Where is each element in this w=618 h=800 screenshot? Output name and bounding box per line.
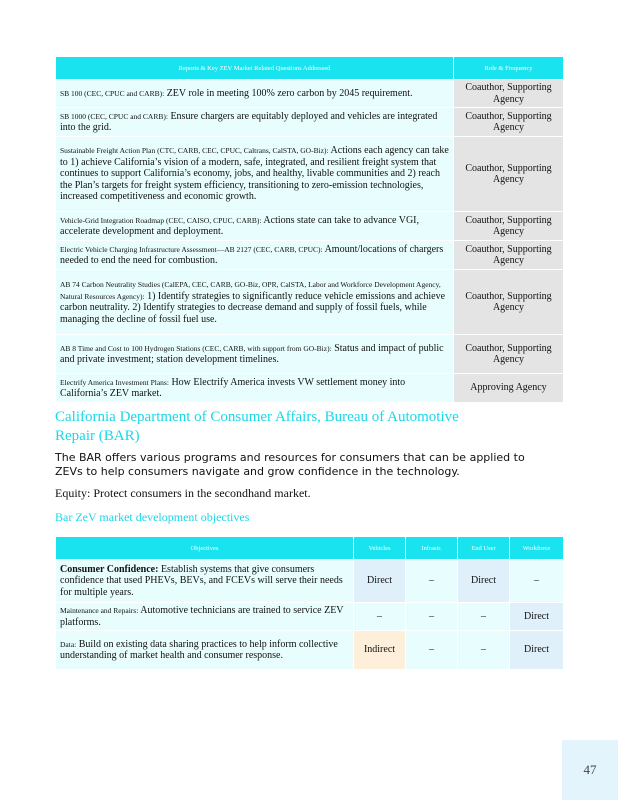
role-cell: Coauthor, Supporting Agency bbox=[454, 335, 564, 374]
report-cell bbox=[56, 241, 454, 270]
report-source: Electrify America Investment Plans: bbox=[60, 377, 169, 387]
end-user-cell: – bbox=[458, 631, 510, 670]
table-row bbox=[56, 603, 564, 631]
report-cell bbox=[56, 335, 454, 374]
page-number-box bbox=[562, 740, 618, 800]
objective-cell bbox=[56, 603, 354, 631]
table-row bbox=[56, 374, 564, 403]
objective-cell bbox=[56, 631, 354, 670]
role-column-header: Role & Frequency bbox=[454, 57, 564, 80]
objectives-column-header: Objectives bbox=[56, 537, 354, 560]
reports-column-header: Reports & Key ZEV Market Related Questions Addressed bbox=[56, 57, 454, 80]
objective-label: Maintenance and Repairs: bbox=[60, 606, 139, 615]
objective-label: Consumer Confidence: bbox=[60, 563, 159, 575]
report-source: AB 74 Carbon Neutrality Studies (CalEPA, CEC, CARB, GO-Biz, OPR, CalSTA, Labor and Workforce Development Agency, Natural Resources Agency): bbox=[60, 280, 441, 301]
report-text: Actions state can take to advance VGI, accelerate development and deployment. bbox=[60, 214, 419, 237]
table-row bbox=[56, 270, 564, 335]
role-cell: Coauthor, Supporting Agency bbox=[454, 270, 564, 335]
report-cell bbox=[56, 137, 454, 212]
report-source: SB 100 (CEC, CPUC and CARB): bbox=[60, 88, 165, 98]
objectives-subheading: Bar ZeV market development objectives bbox=[55, 510, 250, 524]
table-row bbox=[56, 241, 564, 270]
section-title: California Department of Consumer Affairs, Bureau of Automotive Repair (BAR) bbox=[55, 409, 459, 444]
infrastructure-column-header: Infrastr. bbox=[406, 537, 458, 560]
report-text: Actions each agency can take to 1) achieve California’s vision of a modern, safe, integrated, and resilient freight system that continues to support California’s economy, jobs, and healthy, livable communities and 2) reach the Plan’s targets for freight system efficiency, transitioning to zero-emission technologies, increased competitiveness and economic growth. bbox=[60, 145, 449, 203]
workforce-cell: – bbox=[510, 560, 564, 603]
report-source: Vehicle-Grid Integration Roadmap (CEC, CAISO, CPUC, CARB): bbox=[60, 215, 262, 225]
vehicles-cell: – bbox=[354, 603, 406, 631]
report-cell bbox=[56, 212, 454, 241]
table-row bbox=[56, 108, 564, 137]
intro-paragraph: The BAR offers various programs and resources for consumers that can be applied to ZEVs to help consumers navigate and grow confidence in the technology. bbox=[55, 451, 525, 478]
report-source: Sustainable Freight Action Plan (CTC, CARB, CEC, CPUC, Caltrans, CalSTA, GO-Biz): bbox=[60, 146, 329, 156]
report-text: 1) Identify strategies to significantly reduce vehicle emissions and achieve carbon neutrality. 2) Identify strategies to decrease demand and supply of fossil fuels, while managing the decline of fossil fuel use. bbox=[60, 290, 446, 325]
objective-text: Build on existing data sharing practices to help inform collective understanding of market health and consumer response. bbox=[60, 638, 338, 661]
report-cell bbox=[56, 374, 454, 403]
end-user-cell: Direct bbox=[458, 560, 510, 603]
report-text: ZEV role in meeting 100% zero carbon by 2045 requirement. bbox=[166, 87, 413, 99]
end-user-cell: – bbox=[458, 603, 510, 631]
table-row bbox=[56, 335, 564, 374]
table-row bbox=[56, 631, 564, 670]
objective-label: Data: bbox=[60, 639, 77, 649]
workforce-cell: Direct bbox=[510, 603, 564, 631]
vehicles-cell: Indirect bbox=[354, 631, 406, 670]
report-source: Electric Vehicle Charging Infrastructure Assessment—AB 2127 (CEC, CARB, CPUC): bbox=[60, 244, 323, 254]
report-cell bbox=[56, 270, 454, 335]
reports-table bbox=[55, 56, 564, 403]
workforce-cell: Direct bbox=[510, 631, 564, 670]
end-user-column-header: End User bbox=[458, 537, 510, 560]
report-text: Amount/locations of chargers needed to end the need for combustion. bbox=[60, 243, 444, 266]
report-source: SB 1000 (CEC, CPUC and CARB): bbox=[60, 111, 168, 121]
role-cell: Coauthor, Supporting Agency bbox=[454, 212, 564, 241]
vehicles-column-header: Vehicles bbox=[354, 537, 406, 560]
role-cell: Approving Agency bbox=[454, 374, 564, 403]
report-text: How Electrify America invests VW settlement money into California’s ZEV market. bbox=[60, 376, 406, 399]
table-row bbox=[56, 80, 564, 108]
infrastructure-cell: – bbox=[406, 631, 458, 670]
role-cell: Coauthor, Supporting Agency bbox=[454, 137, 564, 212]
page-number: 47 bbox=[583, 762, 597, 777]
report-text: Status and impact of public and private investment; station development timelines. bbox=[60, 342, 444, 365]
equity-line bbox=[55, 486, 311, 501]
objective-text: Automotive technicians are trained to service ZEV platforms. bbox=[60, 605, 344, 628]
report-text: Ensure chargers are equitably deployed and vehicles are integrated into the grid. bbox=[60, 110, 438, 133]
table-row bbox=[56, 137, 564, 212]
objective-cell bbox=[56, 560, 354, 603]
infrastructure-cell: – bbox=[406, 560, 458, 603]
report-cell bbox=[56, 108, 454, 137]
role-cell: Coauthor, Supporting Agency bbox=[454, 108, 564, 137]
equity-label: Equity: bbox=[55, 486, 91, 500]
objectives-table bbox=[55, 536, 564, 670]
table-row bbox=[56, 560, 564, 603]
equity-text: Protect consumers in the secondhand market. bbox=[93, 486, 311, 500]
role-cell: Coauthor, Supporting Agency bbox=[454, 80, 564, 108]
vehicles-cell: Direct bbox=[354, 560, 406, 603]
workforce-column-header: Workforce bbox=[510, 537, 564, 560]
report-source: AB 8 Time and Cost to 100 Hydrogen Stations (CEC, CARB, with support from GO-Biz): bbox=[60, 343, 332, 353]
role-cell: Coauthor, Supporting Agency bbox=[454, 241, 564, 270]
table-row bbox=[56, 212, 564, 241]
infrastructure-cell: – bbox=[406, 603, 458, 631]
objective-text: Establish systems that give consumers confidence that used PHEVs, BEVs, and FCEVs will serve their needs for multiple years. bbox=[60, 563, 343, 598]
report-cell bbox=[56, 80, 454, 108]
